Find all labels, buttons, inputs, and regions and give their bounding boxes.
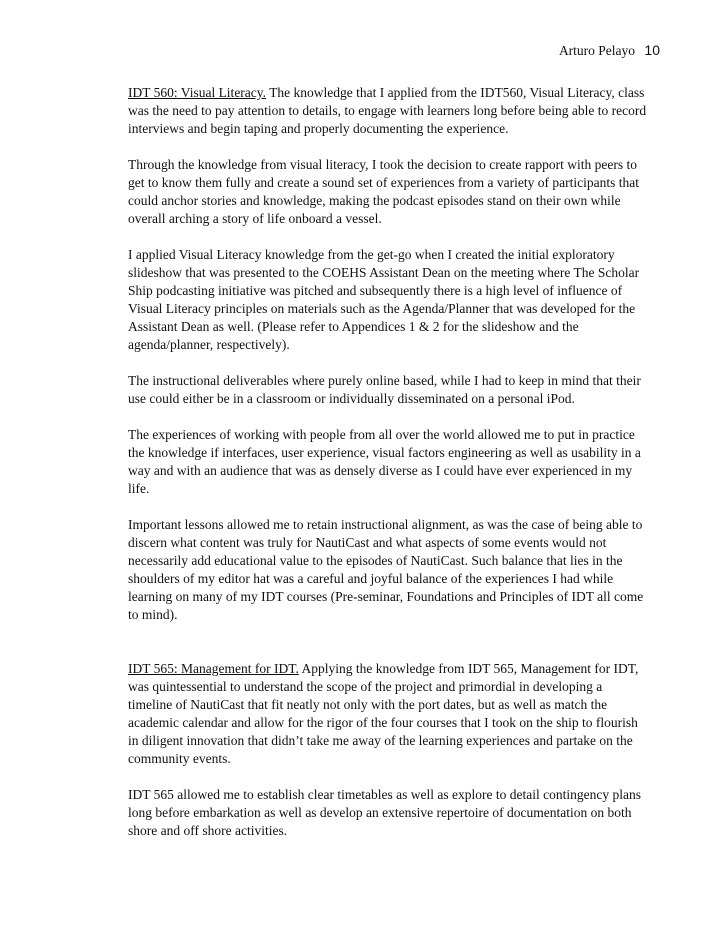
page-header <box>559 41 660 60</box>
section-idt560-intro-paragraph <box>128 84 648 138</box>
section-title-idt565: IDT 565: Management for IDT. <box>128 661 299 676</box>
paragraph: I applied Visual Literacy knowledge from the get-go when I created the initial exploratory slideshow that was presented to the COEHS Assistant Dean on the meeting where The Scholar Ship podcasting initiative was pitched and subsequently there is a high level of influence of Visual Literacy principles on materials such as the Agenda/Planner that was developed for the Assistant Dean as well. (Please refer to Appendices 1 & 2 for the slideshow and the agenda/planner, respectively). <box>128 247 640 352</box>
header-author: Arturo Pelayo <box>558 43 636 58</box>
paragraph: Important lessons allowed me to retain instructional alignment, as was the case of being able to discern what content was truly for NautiCast and what aspects of some events would not necessarily add educational value to the episodes of NautiCast. Such balance that lies in the shoulders of my editor hat was a careful and joyful balance of the experiences I had while learning on many of my IDT courses (Pre-seminar, Foundations and Principles of IDT all come to mind). <box>128 517 644 622</box>
section-title-idt560: IDT 560: Visual Literacy. <box>128 85 267 100</box>
page-number: 10 <box>644 42 660 58</box>
paragraph-text: The knowledge that I applied from the IDT560, Visual Literacy, class was the need to pay attention to details, to engage with learners long before being able to record interviews and begin taping and properly documenting the experience. <box>128 85 647 136</box>
document-body <box>128 84 648 858</box>
paragraph: The experiences of working with people from all over the world allowed me to put in practice the knowledge if interfaces, user experience, visual factors engineering as well as usability in a way and with an audience that was as densely diverse as I could have ever experienced in my life. <box>128 427 641 496</box>
paragraph: IDT 565 allowed me to establish clear timetables as well as explore to detail contingency plans long before embarkation as well as develop an extensive repertoire of documentation on both shore and off shore activities. <box>128 787 641 838</box>
section-idt565-intro-paragraph <box>128 660 648 768</box>
paragraph: The instructional deliverables where purely online based, while I had to keep in mind that their use could either be in a classroom or individually disseminated on a personal iPod. <box>128 373 641 406</box>
paragraph: Through the knowledge from visual literacy, I took the decision to create rapport with peers to get to know them fully and create a sound set of experiences from a variety of participants that could anchor stories and knowledge, making the podcast episodes stand on their own while overall arching a story of life onboard a vessel. <box>128 157 639 226</box>
paragraph-text: Applying the knowledge from IDT 565, Management for IDT, was quintessential to understand the scope of the project and primordial in developing a timeline of NautiCast that fit neatly not only with the port dates, but as well as match the academic calendar and allow for the rigor of the four courses that I took on the ship to flourish in diligent innovation that didn’t take me away of the learning experiences and partake on the community events. <box>128 661 639 766</box>
